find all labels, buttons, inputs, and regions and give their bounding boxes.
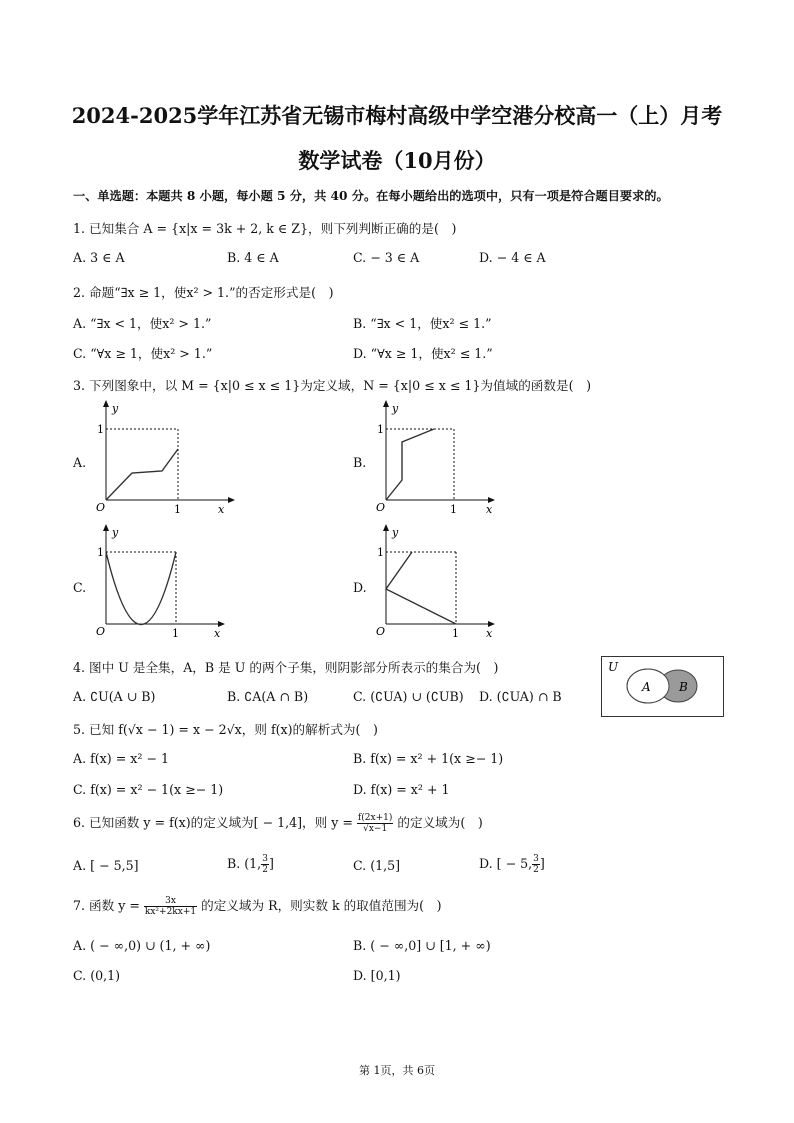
q3-option-c-label: C.	[73, 580, 87, 595]
q6-option-d-text: D. [ − 5,	[479, 856, 533, 871]
axis-y-label: y	[112, 526, 119, 539]
q6-option-b-close: ]	[268, 856, 274, 871]
q7-stem-part2: 的定义域为 R，则实数 k 的取值范围为( )	[201, 898, 442, 913]
q6-fraction-denominator: √x−1	[363, 824, 388, 834]
q6-option-d-fraction	[532, 854, 540, 875]
q2-option-b: B. “∃x < 1，使x² ≤ 1.”	[353, 316, 492, 331]
origin-label: O	[376, 625, 386, 638]
q2-option-a: A. “∃x < 1，使x² > 1.”	[73, 316, 212, 331]
q7-fraction	[144, 896, 197, 917]
q3-graph-a	[90, 398, 235, 518]
q4-option-c: C. (∁UA) ∪ (∁UB)	[353, 689, 464, 704]
axis-x-label: x	[486, 627, 493, 640]
q6-stem-part1: 6. 已知函数 y = f(x)的定义域为[ − 1,4]，则 y =	[73, 815, 353, 830]
question-7-stem	[73, 895, 442, 917]
q7-option-d: D. [0,1)	[353, 968, 401, 983]
q6-option-d-close: ]	[539, 856, 545, 871]
q4-option-a: A. ∁U(A ∪ B)	[73, 689, 156, 704]
q5-option-a: A. f(x) = x² − 1	[73, 751, 169, 766]
fraction-denominator: 2	[533, 865, 539, 875]
page-title-line1: 2024-2025学年江苏省无锡市梅村高级中学空港分校高一（上）月考	[71, 103, 723, 128]
axis-y-label: y	[112, 402, 119, 415]
q2-option-d: D. “∀x ≥ 1，使x² ≤ 1.”	[353, 346, 493, 361]
q6-stem-part2: 的定义域为( )	[397, 815, 483, 830]
axis-y-label: y	[392, 402, 399, 415]
q3-graph-d	[370, 522, 515, 642]
question-5-stem: 5. 已知 f(√x − 1) = x − 2√x，则 f(x)的解析式为( )	[73, 722, 378, 737]
q4-option-d: D. (∁UA) ∩ B	[479, 689, 562, 704]
page-title-line2: 数学试卷（10月份）	[298, 148, 496, 173]
q6-option-a: A. [ − 5,5]	[73, 858, 139, 873]
axis-y-label: y	[392, 526, 399, 539]
x-one-label: 1	[174, 503, 181, 516]
q5-option-d: D. f(x) = x² + 1	[353, 782, 450, 797]
fraction-numerator: 3	[533, 854, 539, 864]
venn-diagram	[601, 656, 725, 718]
question-6-stem	[73, 812, 483, 834]
origin-label: O	[376, 501, 386, 514]
q6-option-b-fraction	[261, 854, 269, 875]
q6-option-d	[479, 854, 545, 875]
q7-option-a: A. ( − ∞,0) ∪ (1, + ∞)	[73, 938, 211, 953]
q7-fraction-numerator: 3x	[144, 896, 197, 907]
axis-x-label: x	[486, 503, 493, 516]
venn-label-u: U	[608, 660, 619, 674]
q7-option-c: C. (0,1)	[73, 968, 121, 983]
origin-label: O	[96, 501, 106, 514]
q3-option-d-label: D.	[353, 580, 367, 595]
q7-stem-part1: 7. 函数 y =	[73, 898, 140, 913]
axis-x-label: x	[214, 627, 221, 640]
x-one-label: 1	[172, 627, 179, 640]
origin-label: O	[96, 625, 106, 638]
fraction-numerator: 3	[262, 854, 268, 864]
y-one-label: 1	[377, 546, 384, 559]
q6-fraction	[357, 813, 393, 834]
q5-option-b: B. f(x) = x² + 1(x ≥− 1)	[353, 751, 504, 766]
q6-fraction-numerator: f(2x+1)	[357, 813, 393, 823]
axis-x-label: x	[218, 503, 225, 516]
x-one-label: 1	[450, 503, 457, 516]
q2-option-c: C. “∀x ≥ 1，使x² > 1.”	[73, 346, 213, 361]
question-1-stem: 1. 已知集合 A = {x|x = 3k + 2, k ∈ Z}，则下列判断正确的是( )	[73, 221, 457, 236]
q1-option-c: C. − 3 ∈ A	[353, 250, 420, 265]
question-4-stem: 4. 图中 U 是全集，A，B 是 U 的两个子集，则阴影部分所表示的集合为( )	[73, 660, 499, 675]
q6-option-b	[227, 854, 274, 875]
question-3-stem: 3. 下列图象中，以 M = {x|0 ≤ x ≤ 1}为定义域，N = {x|0 ≤ x ≤ 1}为值域的函数是( )	[73, 378, 591, 393]
y-one-label: 1	[97, 546, 104, 559]
q7-option-b: B. ( − ∞,0] ∪ [1, + ∞)	[353, 938, 491, 953]
y-one-label: 1	[97, 423, 104, 436]
venn-label-a: A	[642, 680, 651, 694]
q3-option-b-label: B.	[353, 455, 367, 470]
q1-option-a: A. 3 ∈ A	[73, 250, 125, 265]
section-header: 一、单选题：本题共 8 小题，每小题 5 分，共 40 分。在每小题给出的选项中，只有一项是符合题目要求的。	[73, 189, 669, 203]
q3-graph-b	[370, 398, 515, 518]
q1-option-b: B. 4 ∈ A	[227, 250, 279, 265]
venn-label-b: B	[679, 680, 688, 694]
q7-fraction-denominator: kx²+2kx+1	[144, 907, 197, 917]
q4-option-b: B. ∁A(A ∩ B)	[227, 689, 309, 704]
q3-option-a-label: A.	[73, 455, 87, 470]
fraction-denominator: 2	[262, 865, 268, 875]
page-footer: 第 1页，共 6页	[359, 1064, 435, 1077]
q6-option-c: C. (1,5]	[353, 858, 401, 873]
q5-option-c: C. f(x) = x² − 1(x ≥− 1)	[73, 782, 224, 797]
question-2-stem: 2. 命题“∃x ≥ 1，使x² > 1.”的否定形式是( )	[73, 285, 334, 300]
q3-graph-c	[90, 522, 235, 642]
y-one-label: 1	[377, 423, 384, 436]
q6-option-b-text: B. (1,	[227, 856, 262, 871]
q1-option-d: D. − 4 ∈ A	[479, 250, 546, 265]
x-one-label: 1	[452, 627, 459, 640]
